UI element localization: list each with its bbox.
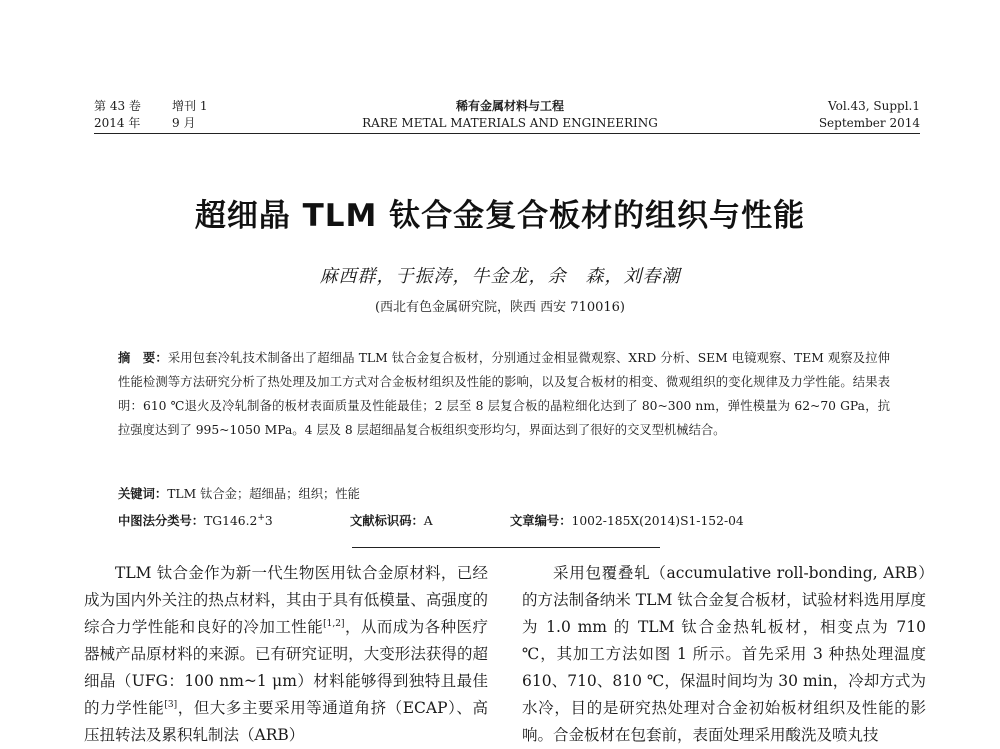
reference-citation: [3] [164, 699, 178, 710]
header-date-en: September 2014 [818, 116, 920, 130]
author-list: 麻西群，于振涛，牛金龙，余 森，刘春潮 [319, 266, 681, 287]
header-volume-en: Vol.43, Suppl.1 [828, 99, 920, 113]
body-column-left [84, 560, 488, 749]
affiliation: (西北有色金属研究院，陕西 西安 710016) [374, 300, 626, 315]
document-code: 文献标识码：A [350, 513, 433, 528]
abstract-label: 摘 要： [118, 350, 168, 365]
header-volume-block [94, 98, 207, 132]
abstract-text: 采用包套冷轧技术制备出了超细晶 TLM 钛合金复合板材，分别通过金相显微观察、XRD 分析、SEM 电镜观察、TEM 观察及拉伸性能检测等方法研究分析了热处理及加工方式对合金板材组织及性能的影响，以及复合板材的相变、微观组织的变化规律及力学性能。结果表明：610 ℃退火及冷轧制备的板材表面质量及性能最佳；2 层至 8 层复合板的晶粒细化达到了 80~300 nm，弹性模量为 62~70 GPa，抗拉强度达到了 995~1050 MPa。4 层及 8 层超细晶复合板组织变形均匀，界面达到了很好的交叉型机械结合。 [118, 351, 890, 437]
keywords [118, 484, 890, 502]
body-paragraph: 采用包覆叠轧（accumulative roll-bonding, ARB）的方法制备纳米 TLM 钛合金复合板材，试验材料选用厚度为 1.0 mm 的 TLM 钛合金热轧板材，相变点为 710 ℃，其加工方法如图 1 所示。首先采用 3 种热处理温度 610、710、810 ℃，保温时间均为 30 min，冷却方式为水冷，目的是研究热处理对合金初始板材组织及性能的影响。合金板材在包套前，表面处理采用酸洗及喷丸技 [522, 564, 926, 744]
body-column-right [522, 560, 926, 749]
header-journal-block [360, 98, 660, 132]
header-volume-en-block [819, 98, 920, 132]
header-volume: 第 43 卷 [94, 99, 141, 113]
article-title: 超细晶 TLM 钛合金复合板材的组织与性能 [194, 198, 806, 234]
running-header [0, 98, 1000, 138]
header-year: 2014 年 [94, 116, 141, 130]
journal-name-cn: 稀有金属材料与工程 [455, 99, 564, 113]
keywords-text: TLM 钛合金；超细晶；组织；性能 [167, 487, 360, 501]
abstract [118, 346, 890, 442]
body-paragraph: TLM 钛合金作为新一代生物医用钛合金原材料，已经成为国内外关注的热点材料，其由于具有低模量、高强度的综合力学性能和良好的冷加工性能[1,2]，从而成为各种医疗器械产品原材料的来源。已有研究证明，大变形法获得的超细晶（UFG：100 nm~1 μm）材料能够得到独特且最佳的力学性能[3]，但大多主要采用等通道角挤（ECAP）、高压扭转法及累积轧制法（ARB） [84, 564, 488, 744]
keywords-label: 关键词： [118, 486, 168, 501]
header-month: 9 月 [172, 116, 196, 130]
header-rule [94, 133, 920, 134]
journal-name-en: RARE METAL MATERIALS AND ENGINEERING [362, 116, 658, 130]
section-separator [352, 547, 660, 548]
reference-citation: [1,2] [323, 618, 345, 629]
article-number: 文章编号：1002-185X(2014)S1-152-04 [510, 513, 744, 528]
clc-code: 中图法分类号：TG146.2+3 [118, 512, 273, 528]
header-issue: 增刊 1 [172, 99, 208, 113]
